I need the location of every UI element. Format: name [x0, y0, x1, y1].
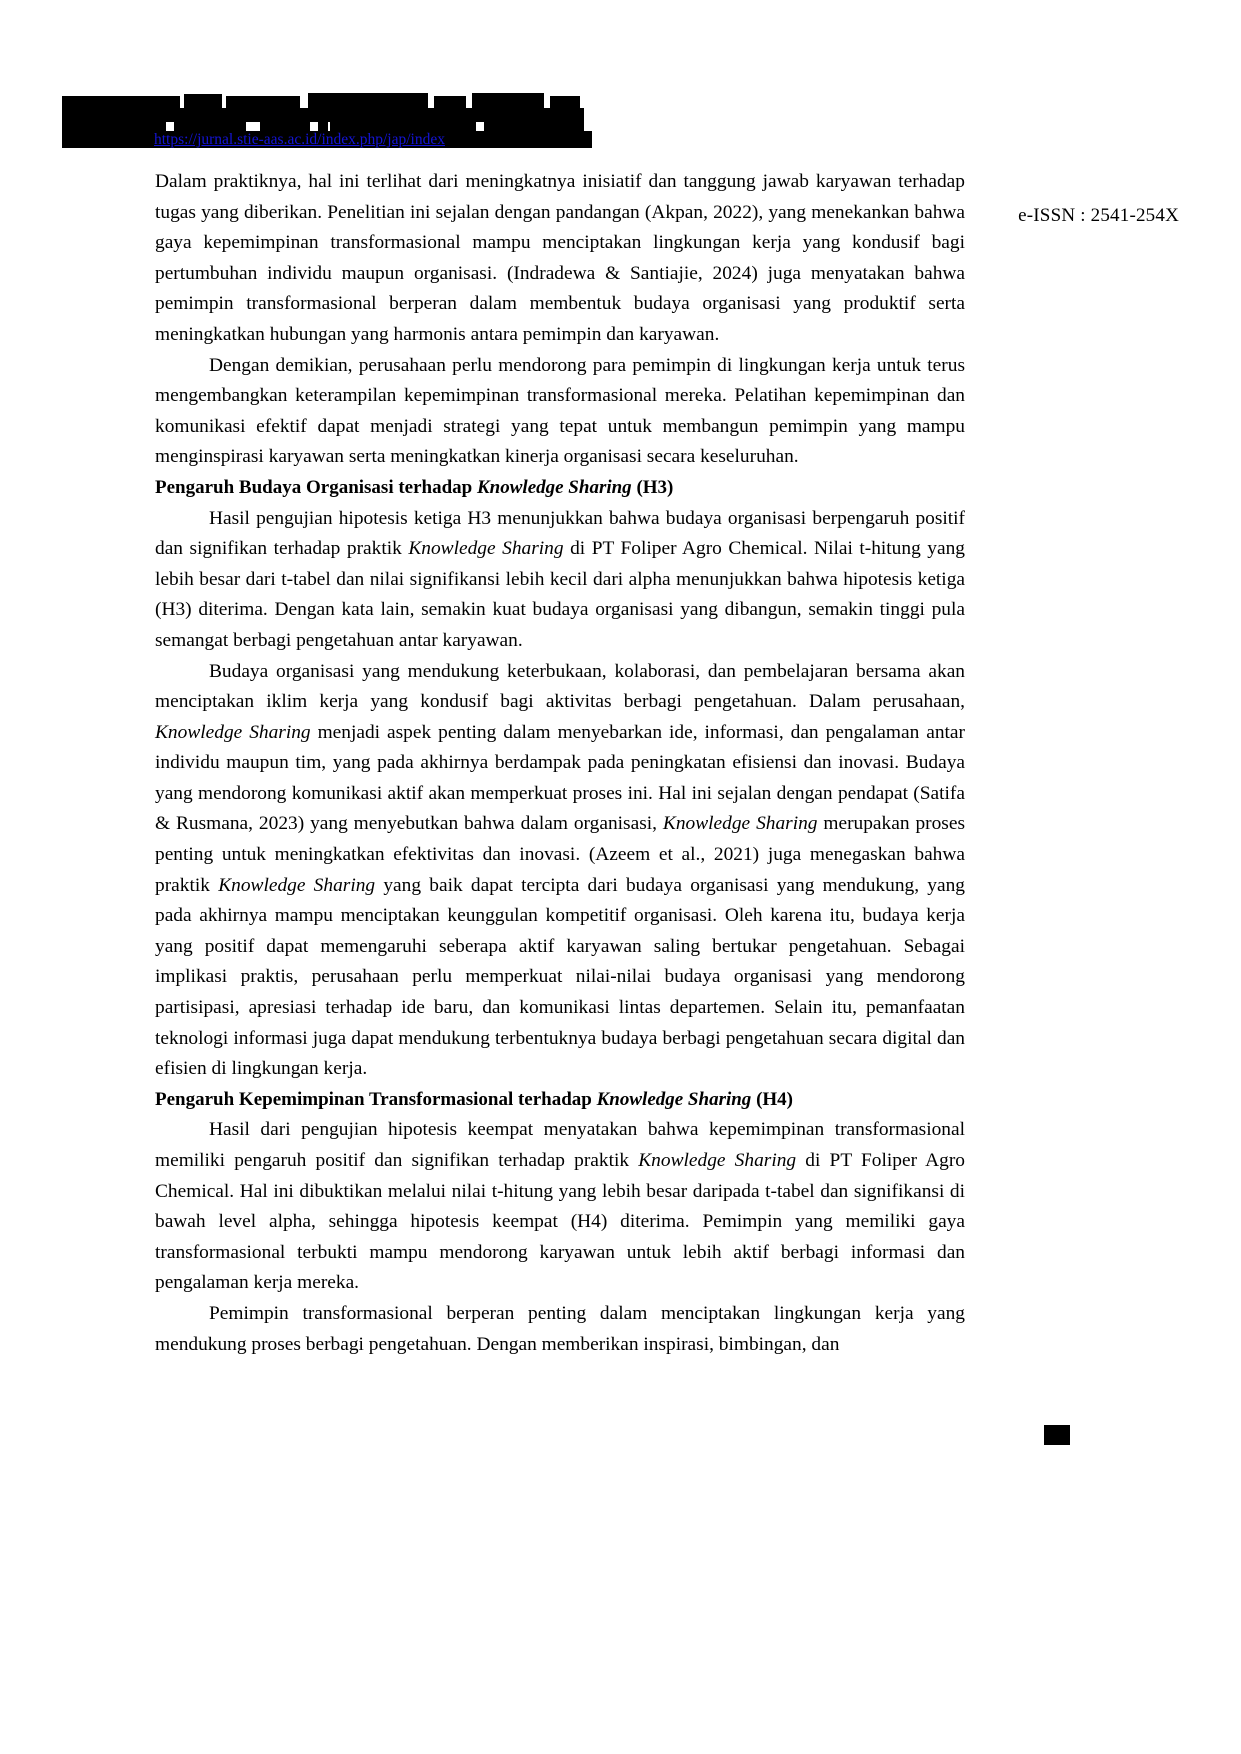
redaction-bar [260, 122, 310, 131]
redaction-bar [62, 122, 166, 131]
redaction-bar [484, 122, 584, 131]
text-run: Hasil dari pengujian hipotesis keempat menyatakan bahwa kepemimpinan transformasional memiliki pengaruh positif dan signifikan terhadap praktik [155, 1119, 965, 1171]
header-journal-title-block [62, 90, 602, 148]
bold-italic-term: Knowledge Sharing [477, 476, 632, 498]
italic-term: Knowledge Sharing [638, 1150, 797, 1171]
paragraph [155, 657, 965, 1085]
text-run: Pemimpin transformasional berperan penting dalam menciptakan lingkungan kerja yang mendukung proses berbagi pengetahuan. Dengan memberikan inspirasi, bimbingan, dan [155, 1302, 965, 1355]
text-run: menjadi aspek penting dalam menyebarkan ide, informasi, dan pengalaman antar individu maupun tim, yang pada akhirnya berdampak pada peningkatan efisiensi dan inovasi. Budaya yang mendorong komunikasi aktif akan memperkuat proses ini. Hal ini sejalan dengan pendapat (Satifa & Rusmana, 2023) yang menyebutkan bahwa dalam organisasi, [155, 721, 965, 835]
section-heading-h3 [155, 473, 965, 504]
eissn-label: e-ISSN : 2541-254X [1018, 205, 1179, 226]
paragraph [155, 1115, 965, 1299]
text-run: yang baik dapat tercipta dari budaya organisasi yang mendukung, yang pada akhirnya mampu menciptakan keunggulan kompetitif organisasi. Oleh karena itu, budaya kerja yang positif dapat memengaruhi seberapa aktif karyawan saling bertukar pengetahuan. Sebagai implikasi praktis, perusahaan perlu memperkuat nilai-nilai budaya organisasi yang mendorong partisipasi, apresiasi terhadap ide baru, dan komunikasi lintas departemen. Selain itu, pemanfaatan teknologi informasi juga dapat mendukung terbentuknya budaya berbagi pengetahuan secara digital dan efisien di lingkungan kerja. [155, 874, 966, 1080]
redaction-bar [472, 93, 544, 108]
journal-url-link[interactable]: https://jurnal.stie-aas.ac.id/index.php/jap/index [154, 131, 445, 148]
article-body [155, 167, 965, 1360]
text-run: di PT Foliper Agro Chemical. Nilai t-hitung yang lebih besar dari t-tabel dan nilai signifikansi lebih kecil dari alpha menunjukkan bahwa hipotesis ketiga (H3) diterima. Dengan kata lain, semakin kuat budaya organisasi yang dibangun, semakin tinggi pula semangat berbagi pengetahuan antar karyawan. [155, 538, 965, 651]
paragraph [155, 504, 965, 657]
bold-text: Pengaruh Budaya Organisasi terhadap [155, 476, 477, 498]
italic-term: Knowledge Sharing [662, 813, 818, 835]
redaction-bar [226, 96, 300, 108]
redaction-bar [434, 96, 466, 108]
italic-term: Knowledge Sharing [408, 538, 564, 560]
redaction-bar [330, 122, 476, 131]
text-run: Budaya organisasi yang mendukung keterbukaan, kolaborasi, dan pembelajaran bersama akan menciptakan iklim kerja yang kondusif bagi aktivitas berbagi pengetahuan. Dalam perusahaan, [155, 660, 965, 713]
bold-italic-term: Knowledge Sharing [596, 1088, 752, 1110]
italic-term: Knowledge Sharing [155, 721, 311, 743]
paragraph [155, 351, 965, 473]
redaction-bar [184, 94, 222, 108]
text-run: di PT Foliper Agro Chemical. Hal ini dibuktikan melalui nilai t-hitung yang lebih besar daripada t-tabel dan signifikansi di bawah level alpha, sehingga hipotesis keempat (H4) diterima. Pemimpin yang memiliki gaya transformasional terbukti mampu mendorong karyawan untuk lebih aktif berbagi informasi dan pengalaman kerja mereka. [155, 1150, 965, 1294]
text-run: Dengan demikian, perusahaan perlu mendorong para pemimpin di lingkungan kerja untuk terus mengembangkan keterampilan kepemimpinan transformasional mereka. Pelatihan kepemimpinan dan komunikasi efektif dapat menjadi strategi yang tepat untuk membangun pemimpin yang mampu menginspirasi karyawan serta meningkatkan kinerja organisasi secara keseluruhan. [155, 354, 965, 468]
text-run: merupakan proses penting untuk meningkatkan efektivitas dan inovasi. (Azeem et al., 2021) juga menegaskan bahwa praktik [155, 813, 965, 896]
redaction-bar [62, 96, 180, 108]
redaction-bar [550, 96, 580, 108]
paragraph [155, 167, 965, 351]
bold-text: (H4) [751, 1088, 793, 1110]
paragraph [155, 1299, 965, 1360]
section-heading-h4 [155, 1085, 965, 1116]
redaction-bar [174, 122, 246, 131]
page-number-redaction [1044, 1425, 1070, 1445]
text-run: Hasil pengujian hipotesis ketiga H3 menunjukkan bahwa budaya organisasi berpengaruh positif dan signifikan terhadap praktik [155, 507, 965, 560]
page-header [0, 90, 1241, 226]
italic-term: Knowledge Sharing [218, 874, 376, 896]
redaction-bar [318, 120, 328, 131]
header-url-strip [62, 131, 592, 148]
bold-text: (H3) [631, 476, 674, 498]
text-run: Dalam praktiknya, hal ini terlihat dari meningkatnya inisiatif dan tanggung jawab karyawan terhadap tugas yang diberikan. Penelitian ini sejalan dengan pandangan (Akpan, 2022), yang menekankan bahwa gaya kepemimpinan transformasional mampu menciptakan lingkungan kerja yang kondusif bagi pertumbuhan individu maupun organisasi. (Indradewa & Santiajie, 2024) juga menyatakan bahwa pemimpin transformasional berperan dalam membentuk budaya organisasi yang produktif serta meningkatkan hubungan yang harmonis antara pemimpin dan karyawan. [155, 171, 965, 345]
redaction-bar [308, 93, 428, 108]
bold-text: Pengaruh Kepemimpinan Transformasional terhadap [155, 1088, 597, 1110]
